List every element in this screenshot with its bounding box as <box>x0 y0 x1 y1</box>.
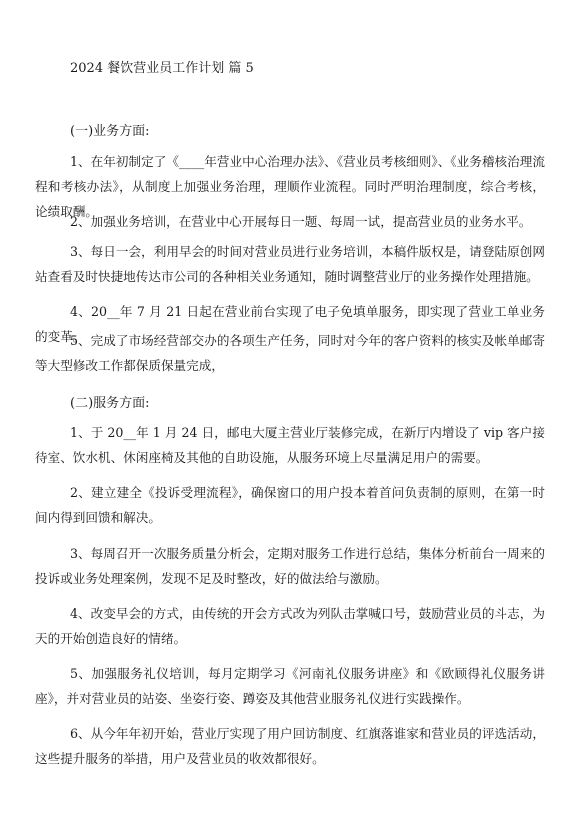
paragraph-service-4: 4、改变早会的方式，由传统的开会方式改为列队击掌喊口号，鼓励营业员的斗志，为天的开始创造良好的情绪。 <box>35 606 545 646</box>
paragraph-service-1: 1、于 20__年 1 月 24 日，邮电大厦主营业厅装修完成，在新厅内增设了 vip 客户接待室、饮水机、休闲座椅及其他的自助设施，从服务环境上尽量满足用户的需要。 <box>35 425 545 465</box>
paragraph-business-3: 3、每日一会，利用早会的时间对营业员进行业务培训，本稿件版权是，请登陆原创网站查看及时快捷地传达市公司的各种相关业务通知，随时调整营业厅的业务操作处理措施。 <box>35 244 545 284</box>
paragraph-business-5: 5、完成了市场经营部交办的各项生产任务，同时对今年的客户资料的核实及帐单邮寄等大型修改工作都保质保量完成， <box>35 333 545 373</box>
section-heading-service: (二)服务方面: <box>70 396 150 411</box>
paragraph-service-5: 5、加强服务礼仪培训，每月定期学习《河南礼仪服务讲座》和《欧顾得礼仪服务讲座》，并对营业员的站姿、坐姿行姿、蹲姿及其他营业服务礼仪进行实践操作。 <box>35 666 545 706</box>
paragraph-service-2: 2、建立建全《投诉受理流程》，确保窗口的用户投本着首问负责制的原则，在第一时间内得到回馈和解决。 <box>35 485 545 525</box>
document-title: 2024 餐饮营业员工作计划 篇 5 <box>70 61 254 76</box>
paragraph-service-6: 6、从今年年初开始，营业厅实现了用户回访制度、红旗落谁家和营业员的评选活动，这些提升服务的举措，用户及营业员的收效都很好。 <box>35 726 545 766</box>
section-heading-business: (一)业务方面: <box>70 124 150 139</box>
paragraph-business-2: 2、加强业务培训，在营业中心开展每日一题、每周一试，提高营业员的业务水平。 <box>70 214 532 229</box>
paragraph-service-3: 3、每周召开一次服务质量分析会，定期对服务工作进行总结，集体分析前台一周来的投诉或业务处理案例，发现不足及时整改，好的做法给与激励。 <box>35 546 545 586</box>
paragraph-business-1: 1、在年初制定了《____年营业中心治理办法》、《营业员考核细则》、《业务稽核治理流程和考核办法》，从制度上加强业务治理，理顺作业流程。同时严明治理制度，综合考核，论绩取酬。 <box>35 154 545 219</box>
paragraph-business-4: 4、20__年 7 月 21 日起在营业前台实现了电子免填单服务，即实现了营业工单业务的变革。 <box>35 304 545 344</box>
